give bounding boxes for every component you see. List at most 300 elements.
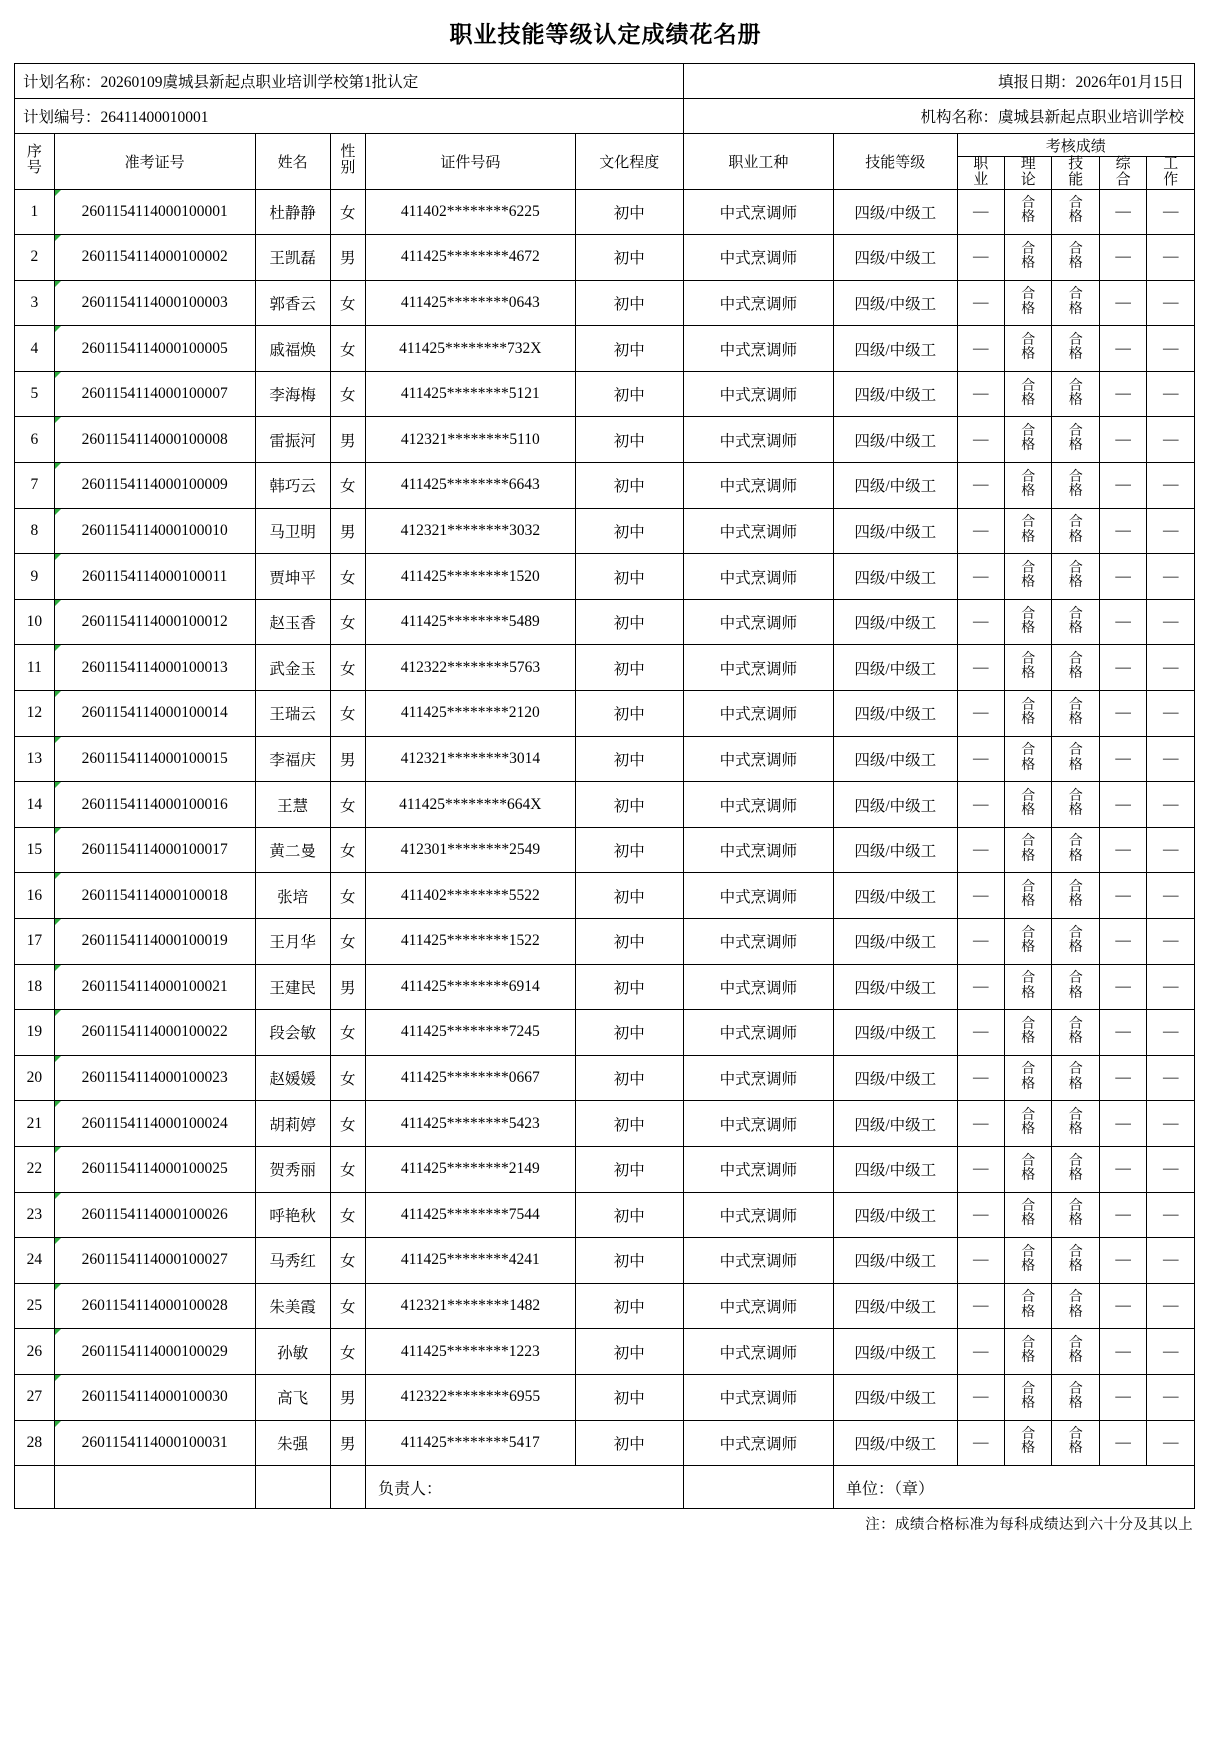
cell-score-skill [1052,827,1099,873]
col-header-score-theory: 理论 [1005,157,1052,190]
pass-mark: 合格 [1068,1108,1083,1138]
cell-occupation: 中式烹调师 [683,1192,833,1238]
cell-name: 黄二曼 [255,827,330,873]
cell-score-vocational: — [957,235,1004,281]
cell-gender: 女 [330,189,365,235]
cell-level: 四级/中级工 [833,1101,957,1147]
cell-seq: 4 [15,326,55,372]
plan-no-cell [15,99,684,134]
pass-mark: 合格 [1068,652,1083,682]
cell-score-work: — [1147,827,1195,873]
cell-score-skill [1052,919,1099,965]
pass-mark: 合格 [1068,788,1083,819]
pass-mark: 合格 [1068,1381,1083,1411]
table-row [15,873,1195,919]
pass-mark: 合格 [1021,515,1036,545]
cell-score-vocational: — [957,964,1004,1010]
cell-seq: 13 [15,736,55,782]
cell-ticket: 2601154114000100029 [54,1329,255,1375]
table-row [15,417,1195,463]
cell-seq: 8 [15,508,55,554]
cell-gender: 女 [330,645,365,691]
table-row [15,1146,1195,1192]
page-title: 职业技能等级认定成绩花名册 [449,21,762,47]
cell-id-no: 411425********732X [365,326,575,372]
cell-score-theory [1005,371,1052,417]
cell-score-work: — [1147,1146,1195,1192]
cell-occupation: 中式烹调师 [683,235,833,281]
cell-name: 李福庆 [255,736,330,782]
cell-score-skill [1052,371,1099,417]
cell-ticket: 2601154114000100028 [54,1283,255,1329]
cell-level: 四级/中级工 [833,919,957,965]
pass-mark: 合格 [1068,1153,1083,1183]
cell-ticket: 2601154114000100022 [54,1010,255,1056]
cell-seq: 14 [15,782,55,828]
cell-score-comprehensive: — [1099,554,1146,600]
col-header-score-comprehensive: 综合 [1099,157,1146,190]
cell-name: 张培 [255,873,330,919]
cell-score-theory [1005,599,1052,645]
cell-score-vocational: — [957,508,1004,554]
cell-score-work: — [1147,1420,1195,1466]
cell-seq: 26 [15,1329,55,1375]
cell-gender: 男 [330,736,365,782]
cell-score-vocational: — [957,1055,1004,1101]
pass-mark: 合格 [1068,743,1083,773]
cell-score-work: — [1147,1329,1195,1375]
cell-seq: 11 [15,645,55,691]
cell-score-work: — [1147,873,1195,919]
pass-mark: 合格 [1021,378,1036,408]
cell-score-skill [1052,189,1099,235]
footer-cell-d [330,1466,365,1509]
cell-seq: 17 [15,919,55,965]
cell-education: 初中 [575,508,683,554]
cell-score-vocational: — [957,827,1004,873]
table-row [15,508,1195,554]
cell-score-work: — [1147,599,1195,645]
pass-mark: 合格 [1021,1381,1036,1411]
cell-score-comprehensive: — [1099,1420,1146,1466]
cell-education: 初中 [575,1238,683,1284]
cell-id-no: 411425********7245 [365,1010,575,1056]
table-row [15,782,1195,828]
cell-score-work: — [1147,964,1195,1010]
cell-score-work: — [1147,554,1195,600]
cell-education: 初中 [575,782,683,828]
table-row [15,827,1195,873]
cell-education: 初中 [575,827,683,873]
col-header-ticket: 准考证号 [54,134,255,190]
cell-ticket: 2601154114000100007 [54,371,255,417]
cell-occupation: 中式烹调师 [683,463,833,509]
cell-score-comprehensive: — [1099,463,1146,509]
cell-gender: 男 [330,235,365,281]
cell-education: 初中 [575,1420,683,1466]
cell-score-theory [1005,691,1052,737]
cell-id-no: 411402********5522 [365,873,575,919]
cell-gender: 女 [330,827,365,873]
cell-ticket: 2601154114000100019 [54,919,255,965]
report-date-label: 填报日期： [997,74,1076,91]
cell-ticket: 2601154114000100025 [54,1146,255,1192]
cell-score-work: — [1147,1101,1195,1147]
cell-occupation: 中式烹调师 [683,1283,833,1329]
cell-occupation: 中式烹调师 [683,1374,833,1420]
cell-seq: 24 [15,1238,55,1284]
cell-level: 四级/中级工 [833,1010,957,1056]
cell-occupation: 中式烹调师 [683,554,833,600]
cell-score-work: — [1147,1192,1195,1238]
cell-ticket: 2601154114000100014 [54,691,255,737]
cell-level: 四级/中级工 [833,1374,957,1420]
cell-score-theory [1005,1192,1052,1238]
org-name-cell [683,99,1194,134]
cell-score-skill [1052,1010,1099,1056]
cell-gender: 女 [330,463,365,509]
cell-score-theory [1005,554,1052,600]
cell-seq: 19 [15,1010,55,1056]
cell-score-work: — [1147,1374,1195,1420]
pass-mark: 合格 [1021,1427,1036,1457]
table-row [15,371,1195,417]
footnote: 注：成绩合格标准为每科成绩达到六十分及其以上 [865,1517,1193,1534]
cell-name: 王慧 [255,782,330,828]
cell-score-skill [1052,1283,1099,1329]
cell-id-no: 411425********1223 [365,1329,575,1375]
cell-level: 四级/中级工 [833,371,957,417]
cell-score-theory [1005,1010,1052,1056]
cell-score-comprehensive: — [1099,1055,1146,1101]
cell-score-theory [1005,964,1052,1010]
cell-score-work: — [1147,1055,1195,1101]
cell-score-work: — [1147,417,1195,463]
table-row [15,1055,1195,1101]
cell-score-vocational: — [957,1238,1004,1284]
cell-level: 四级/中级工 [833,1146,957,1192]
pass-mark: 合格 [1021,834,1036,864]
table-row [15,964,1195,1010]
pass-mark: 合格 [1021,424,1036,454]
cell-score-skill [1052,326,1099,372]
cell-occupation: 中式烹调师 [683,1420,833,1466]
cell-name: 王建民 [255,964,330,1010]
cell-score-vocational: — [957,554,1004,600]
cell-score-skill [1052,1192,1099,1238]
cell-score-comprehensive: — [1099,827,1146,873]
cell-occupation: 中式烹调师 [683,1101,833,1147]
responsible-label: 负责人： [365,1466,683,1509]
cell-name: 武金玉 [255,645,330,691]
cell-id-no: 411425********6914 [365,964,575,1010]
cell-level: 四级/中级工 [833,280,957,326]
pass-mark: 合格 [1068,697,1083,727]
cell-education: 初中 [575,417,683,463]
cell-education: 初中 [575,919,683,965]
cell-score-comprehensive: — [1099,919,1146,965]
cell-score-work: — [1147,189,1195,235]
cell-id-no: 411425********5489 [365,599,575,645]
cell-name: 高飞 [255,1374,330,1420]
cell-name: 马卫明 [255,508,330,554]
cell-score-skill [1052,280,1099,326]
cell-score-theory [1005,1238,1052,1284]
table-row [15,1374,1195,1420]
cell-seq: 20 [15,1055,55,1101]
pass-mark: 合格 [1068,1199,1083,1229]
cell-score-vocational: — [957,1374,1004,1420]
cell-id-no: 411425********7544 [365,1192,575,1238]
cell-occupation: 中式烹调师 [683,873,833,919]
cell-score-theory [1005,235,1052,281]
cell-education: 初中 [575,1283,683,1329]
cell-score-skill [1052,417,1099,463]
cell-seq: 9 [15,554,55,600]
cell-gender: 女 [330,919,365,965]
cell-score-work: — [1147,508,1195,554]
org-name-value: 虞城县新起点职业培训学校 [997,109,1184,126]
cell-seq: 5 [15,371,55,417]
cell-seq: 3 [15,280,55,326]
plan-name-cell [15,64,684,99]
header-row-top [15,134,1195,157]
cell-occupation: 中式烹调师 [683,1010,833,1056]
cell-score-vocational: — [957,691,1004,737]
col-header-seq: 序号 [15,134,55,190]
cell-score-work: — [1147,463,1195,509]
cell-seq: 1 [15,189,55,235]
col-header-score-group: 考核成绩 [957,134,1194,157]
cell-score-comprehensive: — [1099,873,1146,919]
pass-mark: 合格 [1021,1062,1036,1092]
table-row [15,645,1195,691]
cell-score-theory [1005,873,1052,919]
cell-score-vocational: — [957,1329,1004,1375]
cell-occupation: 中式烹调师 [683,736,833,782]
cell-gender: 女 [330,691,365,737]
cell-gender: 女 [330,1146,365,1192]
pass-mark: 合格 [1021,788,1036,819]
pass-mark: 合格 [1068,1290,1083,1320]
cell-score-theory [1005,326,1052,372]
cell-ticket: 2601154114000100026 [54,1192,255,1238]
cell-ticket: 2601154114000100008 [54,417,255,463]
col-header-gender: 性别 [330,134,365,190]
pass-mark: 合格 [1068,1336,1083,1366]
pass-mark: 合格 [1068,424,1083,454]
pass-mark: 合格 [1068,1016,1083,1047]
cell-name: 赵媛媛 [255,1055,330,1101]
cell-ticket: 2601154114000100002 [54,235,255,281]
cell-gender: 女 [330,1283,365,1329]
cell-education: 初中 [575,189,683,235]
cell-education: 初中 [575,691,683,737]
cell-seq: 6 [15,417,55,463]
cell-score-skill [1052,1374,1099,1420]
cell-id-no: 412321********1482 [365,1283,575,1329]
cell-id-no: 411425********1520 [365,554,575,600]
cell-occupation: 中式烹调师 [683,326,833,372]
cell-score-vocational: — [957,280,1004,326]
cell-ticket: 2601154114000100010 [54,508,255,554]
cell-seq: 7 [15,463,55,509]
cell-ticket: 2601154114000100005 [54,326,255,372]
cell-id-no: 412322********5763 [365,645,575,691]
cell-level: 四级/中级工 [833,554,957,600]
cell-occupation: 中式烹调师 [683,371,833,417]
cell-score-vocational: — [957,873,1004,919]
cell-seq: 25 [15,1283,55,1329]
cell-name: 赵玉香 [255,599,330,645]
cell-score-vocational: — [957,1192,1004,1238]
cell-id-no: 411425********5423 [365,1101,575,1147]
cell-score-skill [1052,599,1099,645]
cell-gender: 女 [330,280,365,326]
cell-level: 四级/中级工 [833,1192,957,1238]
pass-mark: 合格 [1021,332,1036,363]
cell-name: 杜静静 [255,189,330,235]
cell-level: 四级/中级工 [833,964,957,1010]
pass-mark: 合格 [1068,196,1083,226]
cell-education: 初中 [575,280,683,326]
cell-education: 初中 [575,1146,683,1192]
roster-table [14,63,1195,1509]
col-header-score-skill: 技能 [1052,157,1099,190]
cell-gender: 男 [330,508,365,554]
cell-id-no: 411425********664X [365,782,575,828]
cell-score-comprehensive: — [1099,736,1146,782]
cell-seq: 10 [15,599,55,645]
cell-education: 初中 [575,1010,683,1056]
cell-score-comprehensive: — [1099,1101,1146,1147]
cell-occupation: 中式烹调师 [683,417,833,463]
cell-score-work: — [1147,691,1195,737]
cell-occupation: 中式烹调师 [683,645,833,691]
cell-score-theory [1005,1329,1052,1375]
col-header-occupation: 职业工种 [683,134,833,190]
meta-row-org [15,99,1195,134]
cell-level: 四级/中级工 [833,508,957,554]
cell-score-vocational: — [957,1146,1004,1192]
col-header-id-no: 证件号码 [365,134,575,190]
table-row [15,235,1195,281]
cell-score-work: — [1147,371,1195,417]
cell-level: 四级/中级工 [833,782,957,828]
cell-seq: 16 [15,873,55,919]
pass-mark: 合格 [1068,241,1083,272]
cell-score-vocational: — [957,782,1004,828]
plan-name-label: 计划名称： [23,74,101,91]
cell-id-no: 411425********1522 [365,919,575,965]
cell-id-no: 411425********5417 [365,1420,575,1466]
cell-score-skill [1052,1146,1099,1192]
cell-occupation: 中式烹调师 [683,782,833,828]
cell-name: 孙敏 [255,1329,330,1375]
cell-score-skill [1052,463,1099,509]
cell-education: 初中 [575,645,683,691]
cell-score-vocational: — [957,1420,1004,1466]
cell-level: 四级/中级工 [833,827,957,873]
cell-gender: 女 [330,599,365,645]
table-row [15,189,1195,235]
cell-occupation: 中式烹调师 [683,599,833,645]
table-row [15,599,1195,645]
cell-name: 朱强 [255,1420,330,1466]
cell-score-vocational: — [957,645,1004,691]
cell-score-skill [1052,1420,1099,1466]
cell-gender: 女 [330,873,365,919]
pass-mark: 合格 [1021,1336,1036,1366]
cell-ticket: 2601154114000100012 [54,599,255,645]
cell-id-no: 411425********0643 [365,280,575,326]
cell-score-skill [1052,736,1099,782]
cell-score-vocational: — [957,189,1004,235]
cell-name: 贺秀丽 [255,1146,330,1192]
cell-seq: 28 [15,1420,55,1466]
meta-row-plan [15,64,1195,99]
cell-score-theory [1005,1374,1052,1420]
cell-score-vocational: — [957,1010,1004,1056]
cell-score-comprehensive: — [1099,691,1146,737]
table-row [15,736,1195,782]
cell-score-theory [1005,645,1052,691]
cell-level: 四级/中级工 [833,1055,957,1101]
cell-score-work: — [1147,645,1195,691]
cell-ticket: 2601154114000100015 [54,736,255,782]
cell-score-comprehensive: — [1099,782,1146,828]
cell-score-theory [1005,1420,1052,1466]
pass-mark: 合格 [1021,1153,1036,1183]
cell-name: 马秀红 [255,1238,330,1284]
cell-ticket: 2601154114000100023 [54,1055,255,1101]
table-row [15,1329,1195,1375]
cell-score-skill [1052,873,1099,919]
cell-score-comprehensive: — [1099,1238,1146,1284]
cell-gender: 女 [330,1329,365,1375]
cell-ticket: 2601154114000100021 [54,964,255,1010]
cell-score-theory [1005,1283,1052,1329]
plan-no-value: 26411400010001 [100,109,209,126]
cell-level: 四级/中级工 [833,645,957,691]
cell-ticket: 2601154114000100031 [54,1420,255,1466]
cell-occupation: 中式烹调师 [683,1329,833,1375]
table-row [15,326,1195,372]
cell-score-theory [1005,827,1052,873]
pass-mark: 合格 [1068,925,1083,955]
cell-score-theory [1005,1146,1052,1192]
cell-score-comprehensive: — [1099,964,1146,1010]
cell-ticket: 2601154114000100011 [54,554,255,600]
cell-occupation: 中式烹调师 [683,1146,833,1192]
cell-gender: 女 [330,371,365,417]
cell-name: 呼艳秋 [255,1192,330,1238]
pass-mark: 合格 [1068,332,1083,363]
pass-mark: 合格 [1068,378,1083,408]
cell-seq: 22 [15,1146,55,1192]
cell-score-skill [1052,1101,1099,1147]
cell-score-skill [1052,964,1099,1010]
cell-education: 初中 [575,235,683,281]
pass-mark: 合格 [1068,287,1083,317]
cell-score-vocational: — [957,326,1004,372]
cell-level: 四级/中级工 [833,599,957,645]
cell-ticket: 2601154114000100001 [54,189,255,235]
pass-mark: 合格 [1021,1016,1036,1047]
pass-mark: 合格 [1068,469,1083,499]
cell-level: 四级/中级工 [833,235,957,281]
cell-seq: 21 [15,1101,55,1147]
